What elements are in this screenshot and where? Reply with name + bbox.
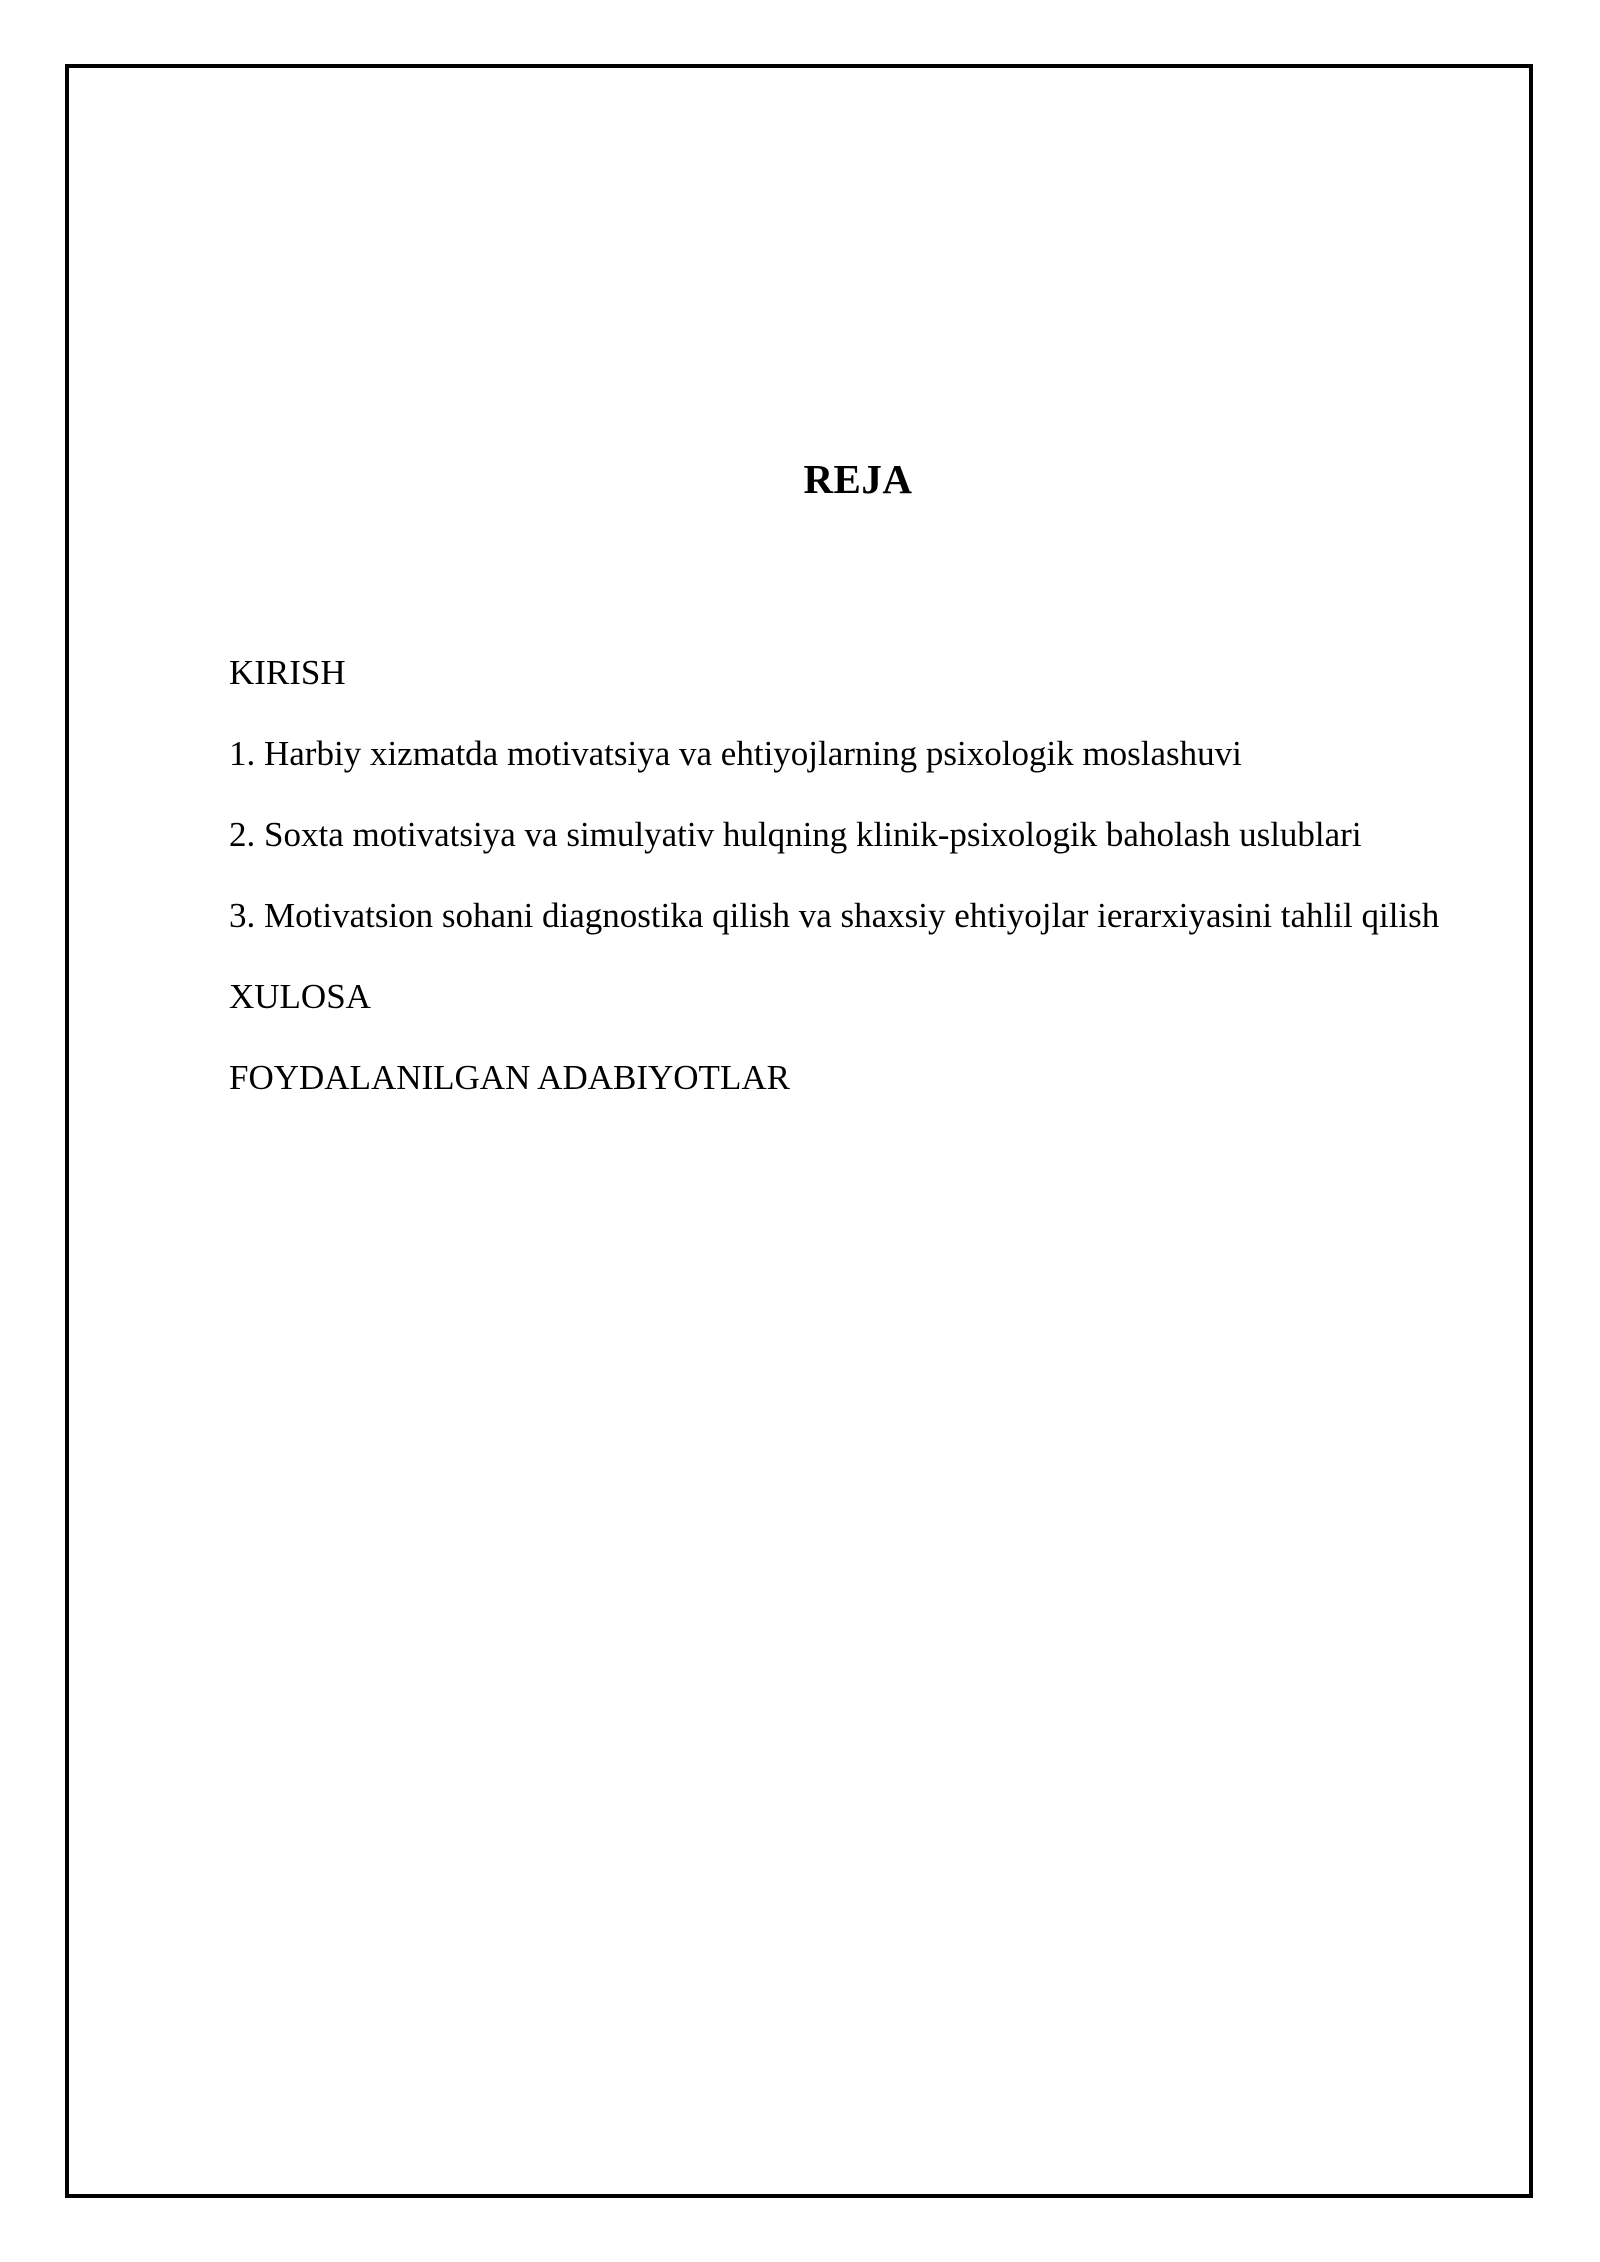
toc-item-1: 1. Harbiy xizmatda motivatsiya va ehtiyojlarning psixologik moslashuvi [229,734,1242,773]
toc-item-conclusion: XULOSA [229,977,371,1016]
toc-item-references: FOYDALANILGAN ADABIYOTLAR [229,1058,790,1097]
toc-item-2: 2. Soxta motivatsiya va simulyativ hulqning klinik-psixologik baholash uslublari [229,815,1362,854]
toc-item-3: 3. Motivatsion sohani diagnostika qilish va shaxsiy ehtiyojlar ierarxiyasini tahlil qilish [229,896,1440,935]
page-title: REJA [803,456,913,502]
table-of-contents [229,640,1469,1126]
toc-item-introduction: KIRISH [229,653,346,692]
page-border [65,64,1533,2198]
